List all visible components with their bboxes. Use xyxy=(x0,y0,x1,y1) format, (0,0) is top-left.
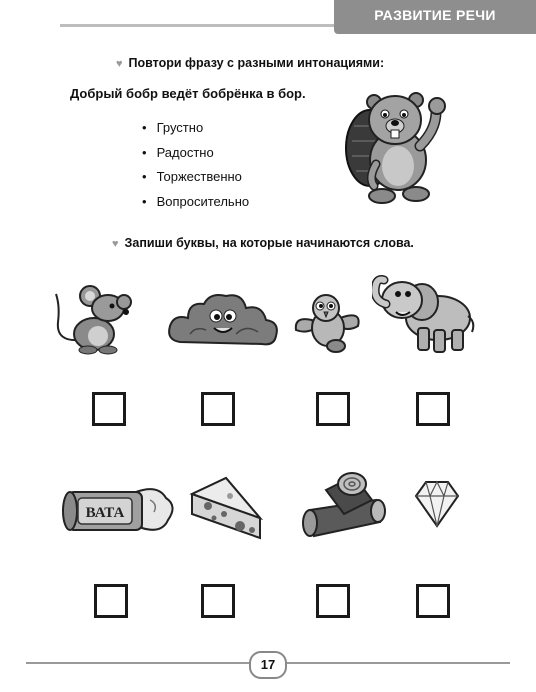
cotton-label: ВАТА xyxy=(85,505,125,521)
diamond-picture xyxy=(412,478,462,530)
task1-instruction-text: Повтори фразу с разными интонациями: xyxy=(128,56,385,70)
answer-box[interactable] xyxy=(92,392,126,426)
tongue-twister: Добрый бобр ведёт бобрёнка в бор. xyxy=(70,86,306,101)
task2-instruction-text: Запиши буквы, на которые начинаются слова. xyxy=(124,236,414,250)
answer-box[interactable] xyxy=(316,584,350,618)
option-solemn: • Торжественно xyxy=(142,169,242,184)
answer-box[interactable] xyxy=(316,392,350,426)
answer-box[interactable] xyxy=(201,584,235,618)
option-questioning: • Вопросительно xyxy=(142,194,249,209)
cloud-picture xyxy=(166,290,280,352)
page-number: 17 xyxy=(249,651,287,679)
section-header xyxy=(334,0,536,34)
logs-picture xyxy=(296,470,386,544)
answer-box[interactable] xyxy=(201,392,235,426)
cotton-roll-picture xyxy=(58,484,178,536)
task1-instruction xyxy=(116,56,384,70)
cheese-picture xyxy=(186,474,266,546)
elephant-picture xyxy=(372,272,476,356)
task2-instruction xyxy=(112,236,414,250)
owl-picture xyxy=(292,290,362,354)
answer-box[interactable] xyxy=(416,392,450,426)
heart-icon: ♥ xyxy=(116,58,123,70)
section-title: РАЗВИТИЕ РЕЧИ xyxy=(374,7,496,23)
option-joyful: • Радостно xyxy=(142,145,214,160)
answer-box[interactable] xyxy=(416,584,450,618)
beaver-picture xyxy=(340,86,450,208)
mouse-picture xyxy=(50,282,134,356)
option-sad: • Грустно xyxy=(142,120,203,135)
answer-box[interactable] xyxy=(94,584,128,618)
heart-icon: ♥ xyxy=(112,238,119,250)
